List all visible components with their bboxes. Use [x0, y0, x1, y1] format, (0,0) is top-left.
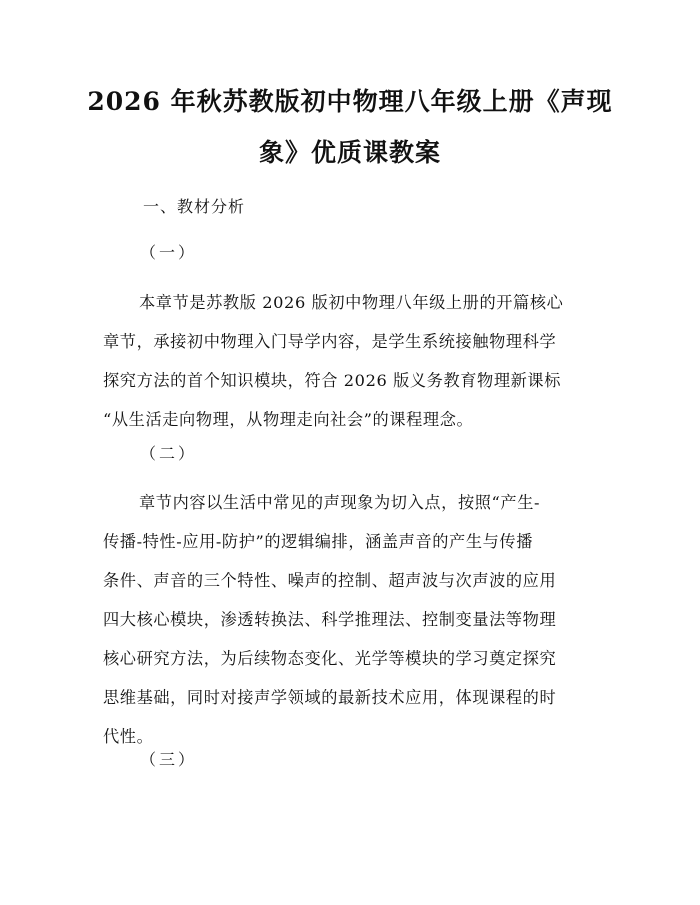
document-title-line-1: 2026 年秋苏教版初中物理八年级上册《声现: [87, 87, 613, 116]
subsection-label-2: （二）: [140, 444, 198, 463]
paragraph-line: 条件、声音的三个特性、噪声的控制、超声波与次声波的应用: [103, 571, 557, 590]
document-title-line-2: 象》优质课教案: [258, 138, 441, 167]
subsection-label-3: （三）: [140, 750, 198, 769]
paragraph-line: 章节，承接初中物理入门导学内容，是学生系统接触物理科学: [103, 332, 557, 351]
subsection-label-1: （一）: [140, 243, 198, 262]
paragraph-2: [103, 483, 623, 756]
paragraph-1: [103, 283, 623, 439]
section-heading: 一、教材分析: [143, 197, 246, 216]
paragraph-line: 探究方法的首个知识模块，符合 2026 版义务教育物理新课标: [103, 371, 561, 390]
paragraph-line: 代性。: [103, 727, 154, 746]
paragraph-line: 核心研究方法，为后续物态变化、光学等模块的学习奠定探究: [103, 649, 557, 668]
paragraph-line: “从生活走向物理，从物理走向社会”的课程理念。: [103, 410, 474, 429]
paragraph-line: 四大核心模块，渗透转换法、科学推理法、控制变量法等物理: [103, 610, 557, 629]
paragraph-line: 本章节是苏教版 2026 版初中物理八年级上册的开篇核心: [139, 293, 564, 312]
paragraph-line: 传播-特性-应用-防护”的逻辑编排，涵盖声音的产生与传播: [103, 532, 533, 551]
paragraph-line: 思维基础，同时对接声学领域的最新技术应用，体现课程的时: [103, 688, 557, 707]
paragraph-line: 章节内容以生活中常见的声现象为切入点，按照“产生-: [139, 493, 541, 512]
